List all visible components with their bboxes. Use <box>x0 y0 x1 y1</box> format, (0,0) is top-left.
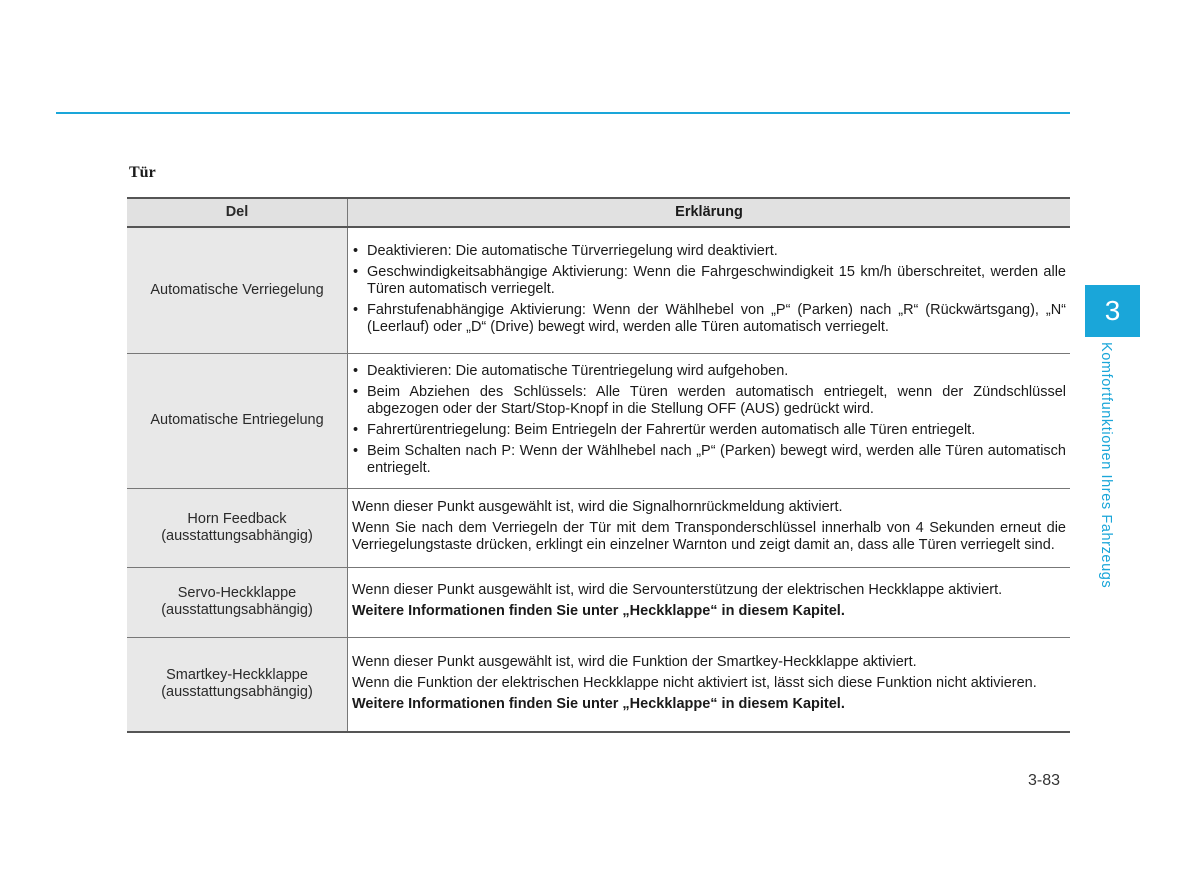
chapter-number-tab: 3 <box>1085 285 1140 337</box>
table-row <box>127 567 1070 637</box>
row-label-line: Horn Feedback <box>187 510 287 527</box>
row-label-line: Smartkey-Heckklappe <box>166 667 308 684</box>
bullet-list <box>352 243 1066 336</box>
row-label-line: (ausstattungsabhängig) <box>161 684 313 701</box>
section-title: Tür <box>129 164 156 181</box>
table-header-row <box>127 198 1070 227</box>
bullet-list <box>352 363 1066 477</box>
row-label-line: Servo-Heckklappe <box>177 585 297 601</box>
row-label <box>127 637 348 732</box>
table-row <box>127 227 1070 353</box>
column-header-erklaerung: Erklärung <box>348 198 1071 227</box>
reference-note: Weitere Informationen finden Sie unter „Heckklappe“ in diesem Kapitel. <box>352 603 845 619</box>
row-explanation <box>348 227 1071 353</box>
explanation-paragraph: Wenn Sie nach dem Verriegeln der Tür mit dem Transponderschlüssel innerhalb von 4 Sekunden erneut die Verriegelungstaste drücken, erklingt ein einzelner Warnton und zeigt damit an, dass alle Türen verriegelt sind. <box>352 520 1066 553</box>
row-label <box>127 227 348 353</box>
row-label-line: (ausstattungsabhängig) <box>161 602 313 618</box>
bullet-item: • Geschwindigkeitsabhängige Aktivierung: Wenn die Fahrgeschwindigkeit 15 km/h überschreitet, werden alle Türen automatisch verriegelt. <box>352 264 1066 298</box>
bullet-item: • Deaktivieren: Die automatische Türverriegelung wird deaktiviert. <box>352 243 1066 260</box>
bullet-item: • Deaktivieren: Die automatische Türentriegelung wird aufgehoben. <box>352 363 1066 380</box>
explanation-paragraph: Wenn die Funktion der elektrischen Heckklappe nicht aktiviert ist, lässt sich diese Funktion nicht aktivieren. <box>352 674 1037 691</box>
bullet-item: • Fahrstufenabhängige Aktivierung: Wenn der Wählhebel von „P“ (Parken) nach „R“ (Rückwärtsgang), „N“ (Leerlauf) oder „D“ (Drive) bewegt wird, werden alle Türen automatisch verriegelt. <box>352 302 1066 336</box>
row-label <box>127 353 348 488</box>
table-row <box>127 353 1070 488</box>
row-explanation <box>348 488 1071 567</box>
page-number: 3-83 <box>1028 772 1061 789</box>
header-rule <box>56 112 1070 114</box>
row-label-line: (ausstattungsabhängig) <box>161 527 313 544</box>
row-explanation <box>348 567 1071 637</box>
row-label-line: Automatische Entriegelung <box>150 412 324 428</box>
reference-note: Weitere Informationen finden Sie unter „Heckklappe“ in diesem Kapitel. <box>352 695 845 712</box>
column-header-del: Del <box>127 198 348 227</box>
explanation-paragraph: Wenn dieser Punkt ausgewählt ist, wird die Funktion der Smartkey-Heckklappe aktiviert. <box>352 653 917 670</box>
bullet-item: • Beim Schalten nach P: Wenn der Wählhebel nach „P“ (Parken) bewegt wird, werden alle Türen automatisch entriegelt. <box>352 443 1066 477</box>
bullet-item: • Fahrertürentriegelung: Beim Entriegeln der Fahrertür werden automatisch alle Türen entriegelt. <box>352 422 1066 439</box>
row-label <box>127 567 348 637</box>
row-label <box>127 488 348 567</box>
chapter-label: Komfortfunktionen Ihres Fahrzeugs <box>1098 342 1114 589</box>
row-label-line: Automatische Verriegelung <box>150 281 324 298</box>
row-explanation <box>348 353 1071 488</box>
explanation-paragraph: Wenn dieser Punkt ausgewählt ist, wird die Servounterstützung der elektrischen Heckklappe aktiviert. <box>352 582 1003 598</box>
table-row <box>127 488 1070 567</box>
table-row <box>127 637 1070 732</box>
row-explanation <box>348 637 1071 732</box>
settings-table <box>127 197 1070 733</box>
explanation-paragraph: Wenn dieser Punkt ausgewählt ist, wird die Signalhornrückmeldung aktiviert. <box>352 499 843 515</box>
bullet-item: • Beim Abziehen des Schlüssels: Alle Türen werden automatisch entriegelt, wenn der Zündschlüssel abgezogen oder der Start/Stop-Knopf in die Stellung OFF (AUS) gedrückt wird. <box>352 384 1066 418</box>
